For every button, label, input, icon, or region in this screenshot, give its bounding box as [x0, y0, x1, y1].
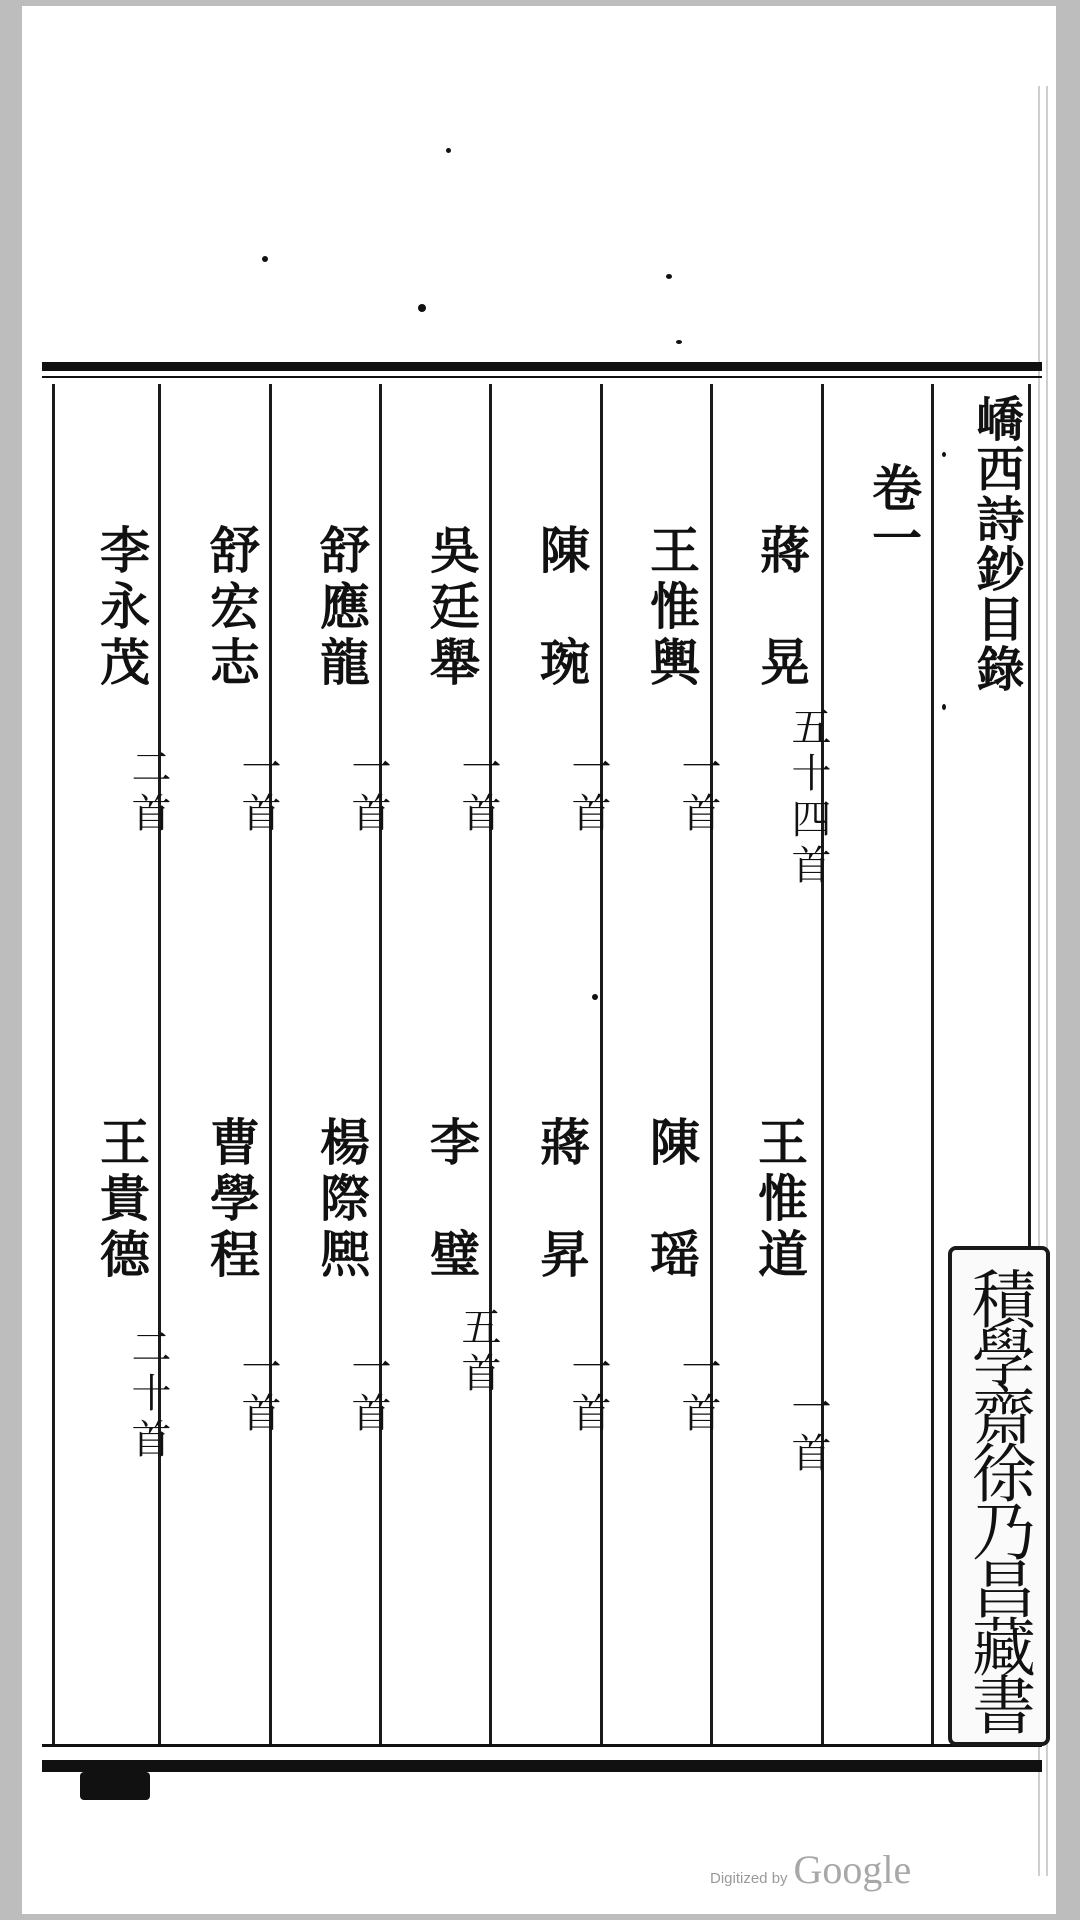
poem-count: 五十四首 [785, 706, 831, 890]
page-title: 嶠西詩鈔目錄 [968, 394, 1024, 694]
author-name: 王貴德 [92, 1116, 151, 1284]
column-divider [489, 384, 492, 1744]
seal-text: 積學齋徐乃昌藏書 [961, 1266, 1035, 1730]
poem-count: 五首 [455, 1306, 501, 1398]
ink-speck [942, 452, 946, 457]
top-border-rule [42, 362, 1042, 371]
poem-count: 一首 [345, 746, 391, 838]
poem-count: 二十首 [125, 1326, 171, 1464]
author-name: 陳 瑶 [642, 1116, 701, 1284]
author-name: 曹學程 [202, 1116, 261, 1284]
poem-count: 一首 [235, 746, 281, 838]
bottom-inner-rule [42, 1744, 1042, 1747]
poem-count: 一首 [785, 1386, 831, 1478]
author-name: 李 璧 [422, 1116, 481, 1284]
author-name: 王惟輿 [642, 524, 701, 692]
column-divider [379, 384, 382, 1744]
ink-speck [942, 704, 946, 710]
google-watermark [710, 1846, 911, 1893]
poem-count: 一首 [675, 746, 721, 838]
author-name: 舒應龍 [312, 524, 371, 692]
column-divider [710, 384, 713, 1744]
author-name: 李永茂 [92, 524, 151, 692]
poem-count: 一首 [345, 1346, 391, 1438]
collector-seal [948, 1246, 1050, 1746]
poem-count: 二首 [125, 746, 171, 838]
ink-smudge [80, 1772, 150, 1800]
ink-speck [418, 304, 426, 312]
ink-speck [676, 340, 682, 344]
ink-speck [446, 148, 451, 153]
column-divider [269, 384, 272, 1744]
poem-count: 一首 [235, 1346, 281, 1438]
watermark-prefix: Digitized by [710, 1870, 788, 1887]
author-name: 陳 琬 [532, 524, 591, 692]
column-divider [931, 384, 934, 1744]
scanned-page [22, 6, 1056, 1914]
column-divider [821, 384, 824, 1744]
column-divider [158, 384, 161, 1744]
author-name: 楊際熈 [312, 1116, 371, 1284]
author-name: 蔣 昇 [532, 1116, 591, 1284]
column-divider [600, 384, 603, 1744]
poem-count: 一首 [565, 746, 611, 838]
watermark-brand: Google [793, 1847, 912, 1892]
poem-count: 一首 [675, 1346, 721, 1438]
poem-count: 一首 [565, 1346, 611, 1438]
author-name: 王惟道 [750, 1116, 809, 1284]
ink-speck [666, 274, 672, 279]
column-divider [52, 384, 55, 1744]
top-inner-rule [42, 376, 1042, 378]
author-name: 吳廷舉 [422, 524, 481, 692]
poem-count: 一首 [455, 746, 501, 838]
author-name: 蔣 晃 [752, 524, 811, 692]
author-name: 舒宏志 [202, 524, 261, 692]
volume-label: 卷一 [864, 462, 923, 562]
ink-speck [262, 256, 268, 262]
bottom-border-rule [42, 1760, 1042, 1772]
ink-speck [592, 994, 598, 1000]
